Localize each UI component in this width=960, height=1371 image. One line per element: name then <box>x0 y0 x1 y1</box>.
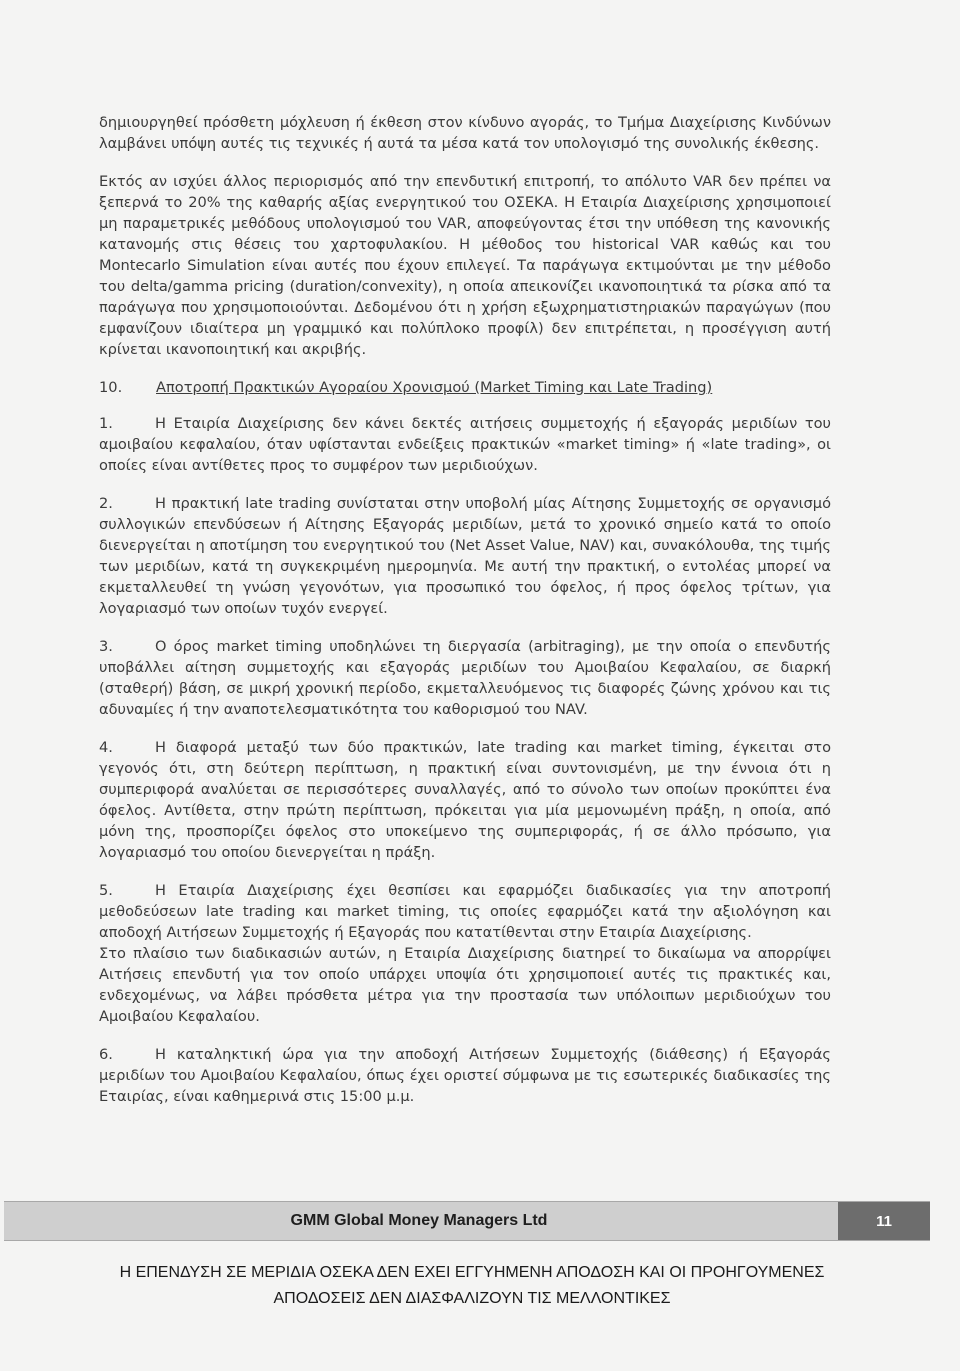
disclaimer-line-2: ΑΠΟΔΟΣΕΙΣ ΔΕΝ ΔΙΑΣΦΑΛΙΖΟΥΝ ΤΙΣ ΜΕΛΛΟΝΤΙΚΕΣ <box>273 1290 671 1307</box>
section-heading <box>99 377 831 398</box>
intro-paragraph-1: δημιουργηθεί πρόσθετη μόχλευση ή έκθεση στον κίνδυνο αγοράς, το Τμήμα Διαχείρισης Κινδύνων λαμβάνει υπόψη αυτές τις τεχνικές ή αυτά τα μέσα κατά τον υπολογισμό της συνολικής έκθεσης. <box>99 114 831 152</box>
footer-bar <box>4 1201 930 1241</box>
item-text: Η Εταιρία Διαχείρισης δεν κάνει δεκτές αιτήσεις συμμετοχής ή εξαγοράς μεριδίων του αμοιβαίου κεφαλαίου, όταν υφίστανται ενδείξεις πρακτικών «market timing» ή «late trading», οι οποίες είναι αντίθετες προς το συμφέρον των μεριδιούχων. <box>99 415 831 474</box>
footer-company-name: GMM Global Money Managers Ltd <box>290 1212 548 1229</box>
item-text: Ο όρος market timing υποδηλώνει τη διεργασία (arbitraging), με την οποία ο επενδυτής υποβάλλει αίτηση συμμετοχής και εξαγοράς μεριδίων του Αμοιβαίου Κεφαλαίου, σε διαρκή (σταθερή) βάση, σε μικρή χρονική περίοδο, εκμεταλλευόμενος τις διαφορές ζώνης χρόνου και τις αδυναμίες ή την αναποτελεσματικότητα του καθορισμού του NAV. <box>99 638 831 718</box>
numbered-item-5 <box>99 880 831 943</box>
item-number: 5. <box>99 882 113 899</box>
item-text: Η διαφορά μεταξύ των δύο πρακτικών, late trading και market timing, έγκειται στο γεγονός ότι, στη δεύτερη περίπτωση, η πρακτική είναι συντονισμένη, με την έννοια ότι η συμπεριφορά αναλύεται σε περισσότερες συναλλαγές, από το σύνολο των οποίων προκύπτει ένα όφελος. Αντίθετα, στην πρώτη περίπτωση, πρόκειται για μία μεμονωμένη πράξη, η οποία, από μόνη της, προσπορίζει όφελος στο υποκείμενο της συμπεριφοράς, ή σε άλλο πρόσωπο, για λογαριασμό του οποίου διενεργείται η πράξη. <box>99 739 831 861</box>
item-number: 4. <box>99 739 113 756</box>
numbered-item-2 <box>99 493 831 619</box>
item-number: 6. <box>99 1046 113 1063</box>
section-title: Αποτροπή Πρακτικών Αγοραίου Χρονισμού (Market Timing και Late Trading) <box>156 379 713 396</box>
numbered-item-3 <box>99 636 831 720</box>
intro-paragraph-2: Εκτός αν ισχύει άλλος περιορισμός από την επενδυτική επιτροπή, το απόλυτο VAR δεν πρέπει να ξεπερνά το 20% της καθαρής αξίας ενεργητικού του ΟΣΕΚΑ. Η Εταιρία Διαχείρισης χρησιμοποιεί μη παραμετρικές μεθόδους υπολογισμού του VAR, αποφεύγοντας έτσι την υπόθεση της κανονικής κατανομής στις θέσεις του χαρτοφυλακίου. Η μέθοδος του historical VAR καθώς και του Montecarlo Simulation είναι αυτές που έχουν επιλεγεί. Τα παράγωγα εκτιμούνται με την μέθοδο του delta/gamma pricing (duration/convexity), η οποία απεικονίζει ικανοποιητικά τα ρίσκα από τα παράγωγα που χρησιμοποιούνται. Δεδομένου ότι η χρήση εξωχρηματιστηριακών παραγώγων (που εμφανίζουν ιδιαίτερα μη γραμμικό και πολύπλοκο προφίλ) δεν επιτρέπεται, η προσέγγιση αυτή κρίνεται ικανοποιητική και ακριβής. <box>99 173 831 358</box>
disclaimer-line-1: Η ΕΠΕΝΔΥΣΗ ΣΕ ΜΕΡΙΔΙΑ ΟΣΕΚΑ ΔΕΝ ΕΧΕΙ ΕΓΓΥΗΜΕΝΗ ΑΠΟΔΟΣΗ ΚΑΙ ΟΙ ΠΡΟΗΓΟΥΜΕΝΕΣ <box>119 1264 825 1281</box>
item-5-continuation: Στο πλαίσιο των διαδικασιών αυτών, η Εταιρία Διαχείρισης διατηρεί το δικαίωμα να απορρίψει Αιτήσεις επενδυτή για τον οποίο υπάρχει υποψία ότι χρησιμοποιεί αυτές τις πρακτικές και, ενδεχομένως, να λάβει πρόσθετα μέτρα για την προστασία των υπόλοιπων μεριδιούχων του Αμοιβαίου Κεφαλαίου. <box>99 945 831 1025</box>
section-number: 10. <box>99 379 123 396</box>
item-number: 2. <box>99 495 113 512</box>
item-number: 3. <box>99 638 113 655</box>
numbered-item-4 <box>99 737 831 863</box>
item-text: Η Εταιρία Διαχείρισης έχει θεσπίσει και εφαρμόζει διαδικασίες για την αποτροπή μεθοδεύσεων late trading και market timing, τις οποίες εφαρμόζει κατά την αξιολόγηση και αποδοχή Αιτήσεων Συμμετοχής ή Εξαγοράς που κατατίθενται στην Εταιρία Διαχείρισης. <box>99 882 831 941</box>
page-number: 11 <box>838 1202 930 1240</box>
item-text: Η πρακτική late trading συνίσταται στην υποβολή μίας Αίτησης Συμμετοχής σε οργανισμό συλλογικών επενδύσεων ή Αίτησης Εξαγοράς μεριδίων, μετά το χρονικό σημείο κατά το οποίο διενεργείται η αποτίμηση του ενεργητικού του (Net Asset Value, NAV) και, συνακόλουθα, της τιμής των μεριδίων, κατά τη συγκεκριμένη ημερομηνία. Με αυτή την πρακτική, ο εντολέας μπορεί να εκμεταλλευθεί τη γνώση γεγονότων, για προσωπικό του όφελος, ή προς όφελος τρίτων, για λογαριασμό των οποίων τυχόν ενεργεί. <box>99 495 831 617</box>
item-number: 1. <box>99 415 113 432</box>
document-body <box>99 112 831 1124</box>
numbered-item-1 <box>99 413 831 476</box>
item-text: Η καταληκτική ώρα για την αποδοχή Αιτήσεων Συμμετοχής (διάθεσης) ή Εξαγοράς μεριδίων του Αμοιβαίου Κεφαλαίου, όπως έχει οριστεί σύμφωνα με τις εσωτερικές διαδικασίες της Εταιρίας, είναι καθημερινά στις 15:00 μ.μ. <box>99 1046 831 1105</box>
numbered-item-6 <box>99 1044 831 1107</box>
risk-disclaimer <box>0 1260 944 1312</box>
